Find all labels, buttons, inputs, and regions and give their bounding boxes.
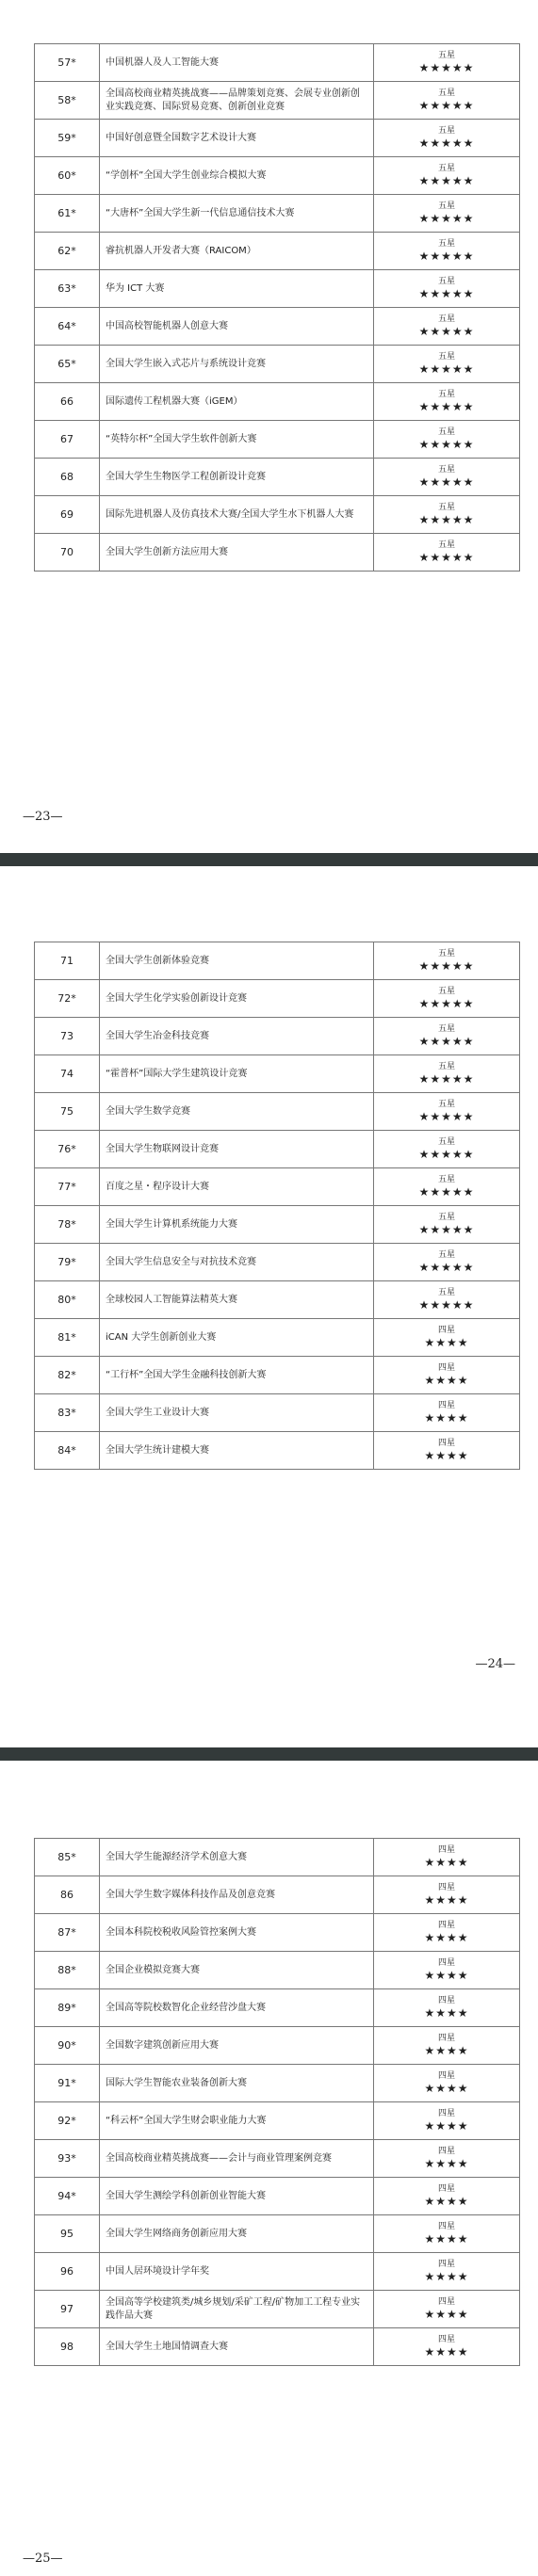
star-rating-icon: ★★★★	[424, 2157, 469, 2170]
table-row	[35, 346, 520, 383]
table-row	[35, 1131, 520, 1168]
competition-name: “英特尔杯”全国大学生软件创新大赛	[100, 421, 374, 459]
star-rating-icon: ★★★★	[424, 1336, 469, 1349]
competition-name: 中国好创意暨全国数字艺术设计大赛	[100, 120, 374, 157]
level-label: 五星	[437, 1213, 455, 1222]
row-number: 85*	[35, 1839, 100, 1876]
level-label: 四星	[437, 2335, 455, 2344]
row-number: 84*	[35, 1432, 100, 1470]
level-cell	[374, 308, 520, 346]
table-row	[35, 1018, 520, 1055]
row-number: 83*	[35, 1394, 100, 1432]
competition-name: 国际大学生智能农业装备创新大赛	[100, 2065, 374, 2102]
table-row	[35, 2291, 520, 2328]
competition-name: 全国大学生能源经济学术创意大赛	[100, 1839, 374, 1876]
star-rating-icon: ★★★★★	[418, 287, 475, 300]
table-row	[35, 157, 520, 195]
competition-name: iCAN 大学生创新创业大赛	[100, 1319, 374, 1357]
star-rating-icon: ★★★★	[424, 1449, 469, 1462]
competition-name: 全国大学生创新体验竞赛	[100, 942, 374, 980]
level-cell	[374, 1989, 520, 2027]
competition-name: 中国高校智能机器人创意大赛	[100, 308, 374, 346]
level-label: 四星	[437, 1921, 455, 1930]
star-rating-icon: ★★★★★	[418, 400, 475, 413]
row-number: 71	[35, 942, 100, 980]
level-label: 五星	[437, 427, 455, 437]
level-label: 四星	[437, 1326, 455, 1335]
star-rating-icon: ★★★★★	[418, 137, 475, 150]
level-label: 五星	[437, 1137, 455, 1147]
row-number: 89*	[35, 1989, 100, 2027]
row-number: 70	[35, 534, 100, 572]
level-label: 四星	[437, 1883, 455, 1892]
star-rating-icon: ★★★★★	[418, 1298, 475, 1312]
level-label: 五星	[437, 314, 455, 324]
table-row	[35, 534, 520, 572]
level-cell	[374, 195, 520, 233]
level-cell	[374, 1168, 520, 1206]
level-cell	[374, 1952, 520, 1989]
table-row	[35, 1952, 520, 1989]
level-cell	[374, 459, 520, 496]
competition-table	[34, 43, 520, 572]
competition-name: 全国本科院校税收风险管控案例大赛	[100, 1914, 374, 1952]
level-cell	[374, 421, 520, 459]
row-number: 79*	[35, 1244, 100, 1281]
level-label: 四星	[437, 1958, 455, 1968]
table-row	[35, 2027, 520, 2065]
row-number: 80*	[35, 1281, 100, 1319]
star-rating-icon: ★★★★★	[418, 959, 475, 973]
page-number: —25—	[23, 2552, 63, 2566]
level-label: 四星	[437, 2184, 455, 2194]
table-row	[35, 2178, 520, 2215]
star-rating-icon: ★★★★	[424, 2232, 469, 2246]
table-row	[35, 2253, 520, 2291]
level-cell	[374, 2102, 520, 2140]
table-row	[35, 82, 520, 120]
level-label: 四星	[437, 2222, 455, 2231]
star-rating-icon: ★★★★	[424, 2082, 469, 2095]
level-cell	[374, 942, 520, 980]
table-row	[35, 2140, 520, 2178]
level-cell	[374, 534, 520, 572]
row-number: 95	[35, 2215, 100, 2253]
competition-name: 中国人居环境设计学年奖	[100, 2253, 374, 2291]
competition-name: 全国数字建筑创新应用大赛	[100, 2027, 374, 2065]
star-rating-icon: ★★★★	[424, 2006, 469, 2020]
star-rating-icon: ★★★★★	[418, 513, 475, 526]
table-row	[35, 1839, 520, 1876]
table-row	[35, 1989, 520, 2027]
competition-name: 全国大学生土地国情调查大赛	[100, 2328, 374, 2366]
star-rating-icon: ★★★★	[424, 2308, 469, 2321]
table-row	[35, 120, 520, 157]
star-rating-icon: ★★★★	[424, 1856, 469, 1869]
level-cell	[374, 120, 520, 157]
table-row	[35, 233, 520, 270]
level-label: 五星	[437, 51, 455, 60]
table-row	[35, 2065, 520, 2102]
competition-name: “霍普杯”国际大学生建筑设计竞赛	[100, 1055, 374, 1093]
table-row	[35, 1093, 520, 1131]
level-cell	[374, 1839, 520, 1876]
level-cell	[374, 346, 520, 383]
level-label: 四星	[437, 2260, 455, 2269]
row-number: 60*	[35, 157, 100, 195]
row-number: 77*	[35, 1168, 100, 1206]
competition-table	[34, 942, 520, 1470]
row-number: 59*	[35, 120, 100, 157]
row-number: 61*	[35, 195, 100, 233]
level-label: 五星	[437, 1100, 455, 1109]
row-number: 74	[35, 1055, 100, 1093]
competition-name: “工行杯”全国大学生金融科技创新大赛	[100, 1357, 374, 1394]
level-label: 五星	[437, 164, 455, 173]
level-cell	[374, 1281, 520, 1319]
level-cell	[374, 270, 520, 308]
competition-name: 全国大学生化学实验创新设计竞赛	[100, 980, 374, 1018]
level-label: 五星	[437, 949, 455, 958]
row-number: 75	[35, 1093, 100, 1131]
level-label: 四星	[437, 2034, 455, 2043]
star-rating-icon: ★★★★	[424, 1374, 469, 1387]
row-number: 87*	[35, 1914, 100, 1952]
competition-name: 全国高等院校数智化企业经营沙盘大赛	[100, 1989, 374, 2027]
level-cell	[374, 1432, 520, 1470]
star-rating-icon: ★★★★★	[418, 1223, 475, 1236]
star-rating-icon: ★★★★	[424, 1893, 469, 1907]
star-rating-icon: ★★★★	[424, 2119, 469, 2133]
table-row	[35, 2102, 520, 2140]
level-label: 四星	[437, 2147, 455, 2156]
level-label: 五星	[437, 390, 455, 399]
competition-name: “科云杯”全国大学生财会职业能力大赛	[100, 2102, 374, 2140]
level-cell	[374, 1131, 520, 1168]
row-number: 94*	[35, 2178, 100, 2215]
star-rating-icon: ★★★★	[424, 2195, 469, 2208]
level-label: 四星	[437, 1996, 455, 2005]
star-rating-icon: ★★★★★	[418, 475, 475, 489]
level-label: 五星	[437, 352, 455, 362]
competition-name: 全国大学生统计建模大赛	[100, 1432, 374, 1470]
row-number: 91*	[35, 2065, 100, 2102]
level-cell	[374, 496, 520, 534]
competition-name: 全国大学生生物医学工程创新设计竞赛	[100, 459, 374, 496]
row-number: 97	[35, 2291, 100, 2328]
row-number: 88*	[35, 1952, 100, 1989]
row-number: 93*	[35, 2140, 100, 2178]
table-row	[35, 1168, 520, 1206]
table-row	[35, 980, 520, 1018]
level-cell	[374, 383, 520, 421]
level-cell	[374, 1357, 520, 1394]
row-number: 69	[35, 496, 100, 534]
table-row	[35, 1394, 520, 1432]
document-page-24	[0, 876, 538, 1747]
table-row	[35, 1206, 520, 1244]
table-row	[35, 496, 520, 534]
table-row	[35, 1357, 520, 1394]
document-page-25	[0, 1770, 538, 2576]
level-cell	[374, 233, 520, 270]
star-rating-icon: ★★★★★	[418, 1148, 475, 1161]
level-label: 五星	[437, 987, 455, 996]
star-rating-icon: ★★★★★	[418, 212, 475, 225]
level-cell	[374, 2178, 520, 2215]
level-cell	[374, 2215, 520, 2253]
table-row	[35, 2215, 520, 2253]
level-cell	[374, 82, 520, 120]
row-number: 90*	[35, 2027, 100, 2065]
star-rating-icon: ★★★★★	[418, 61, 475, 74]
level-cell	[374, 1018, 520, 1055]
level-label: 五星	[437, 239, 455, 249]
star-rating-icon: ★★★★★	[418, 362, 475, 376]
competition-name: 全国大学生测绘学科创新创业智能大赛	[100, 2178, 374, 2215]
competition-name: 全国大学生物联网设计竞赛	[100, 1131, 374, 1168]
row-number: 63*	[35, 270, 100, 308]
level-label: 五星	[437, 277, 455, 286]
table-row	[35, 308, 520, 346]
level-label: 五星	[437, 1250, 455, 1260]
competition-name: 全国大学生网络商务创新应用大赛	[100, 2215, 374, 2253]
page-number: —24—	[475, 1657, 515, 1671]
star-rating-icon: ★★★★★	[418, 1185, 475, 1199]
star-rating-icon: ★★★★★	[418, 997, 475, 1010]
competition-name: 国际遗传工程机器大赛（iGEM）	[100, 383, 374, 421]
level-label: 五星	[437, 1062, 455, 1071]
star-rating-icon: ★★★★	[424, 2270, 469, 2283]
star-rating-icon: ★★★★★	[418, 325, 475, 338]
level-cell	[374, 2253, 520, 2291]
competition-name: 全国企业模拟竞赛大赛	[100, 1952, 374, 1989]
level-cell	[374, 1876, 520, 1914]
row-number: 98	[35, 2328, 100, 2366]
level-cell	[374, 1206, 520, 1244]
star-rating-icon: ★★★★★	[418, 1035, 475, 1048]
level-label: 五星	[437, 540, 455, 550]
table-row	[35, 1876, 520, 1914]
competition-name: 全国大学生信息安全与对抗技术竞赛	[100, 1244, 374, 1281]
level-label: 四星	[437, 2109, 455, 2118]
level-cell	[374, 1244, 520, 1281]
row-number: 62*	[35, 233, 100, 270]
competition-name: “大唐杯”全国大学生新一代信息通信技术大赛	[100, 195, 374, 233]
table-row	[35, 2328, 520, 2366]
row-number: 66	[35, 383, 100, 421]
row-number: 64*	[35, 308, 100, 346]
competition-name: 全国高等学校建筑类/城乡规划/采矿工程/矿物加工工程专业实践作品大赛	[100, 2291, 374, 2328]
level-label: 四星	[437, 2297, 455, 2307]
level-label: 五星	[437, 201, 455, 211]
level-label: 四星	[437, 1401, 455, 1410]
page-separator	[0, 853, 538, 866]
competition-name: 全国大学生计算机系统能力大赛	[100, 1206, 374, 1244]
competition-name: 全国大学生冶金科技竞赛	[100, 1018, 374, 1055]
competition-name: 睿抗机器人开发者大赛（RAICOM）	[100, 233, 374, 270]
table-row	[35, 1432, 520, 1470]
table-row	[35, 942, 520, 980]
table-row	[35, 1914, 520, 1952]
star-rating-icon: ★★★★★	[418, 99, 475, 112]
star-rating-icon: ★★★★★	[418, 438, 475, 451]
level-label: 五星	[437, 126, 455, 136]
level-label: 四星	[437, 1845, 455, 1855]
row-number: 68	[35, 459, 100, 496]
competition-name: 中国机器人及人工智能大赛	[100, 44, 374, 82]
competition-name: 全国大学生数字媒体科技作品及创意竞赛	[100, 1876, 374, 1914]
table-row	[35, 44, 520, 82]
row-number: 73	[35, 1018, 100, 1055]
row-number: 76*	[35, 1131, 100, 1168]
table-row	[35, 421, 520, 459]
level-cell	[374, 1914, 520, 1952]
table-row	[35, 459, 520, 496]
level-label: 五星	[437, 503, 455, 512]
competition-name: 全国大学生工业设计大赛	[100, 1394, 374, 1432]
star-rating-icon: ★★★★★	[418, 250, 475, 263]
competition-name: 百度之星・程序设计大赛	[100, 1168, 374, 1206]
level-label: 五星	[437, 1175, 455, 1184]
page-separator	[0, 1747, 538, 1761]
level-cell	[374, 1319, 520, 1357]
table-row	[35, 383, 520, 421]
level-cell	[374, 157, 520, 195]
row-number: 72*	[35, 980, 100, 1018]
competition-name: 全球校园人工智能算法精英大赛	[100, 1281, 374, 1319]
level-cell	[374, 2140, 520, 2178]
level-cell	[374, 44, 520, 82]
table-row	[35, 1055, 520, 1093]
competition-name: 全国高校商业精英挑战赛——会计与商业管理案例竞赛	[100, 2140, 374, 2178]
competition-name: 全国大学生数学竞赛	[100, 1093, 374, 1131]
star-rating-icon: ★★★★	[424, 2044, 469, 2057]
row-number: 96	[35, 2253, 100, 2291]
row-number: 81*	[35, 1319, 100, 1357]
row-number: 58*	[35, 82, 100, 120]
star-rating-icon: ★★★★★	[418, 1261, 475, 1274]
level-cell	[374, 2328, 520, 2366]
star-rating-icon: ★★★★	[424, 1969, 469, 1982]
level-label: 五星	[437, 89, 455, 98]
star-rating-icon: ★★★★★	[418, 1072, 475, 1086]
level-cell	[374, 1394, 520, 1432]
star-rating-icon: ★★★★★	[418, 174, 475, 187]
star-rating-icon: ★★★★	[424, 2345, 469, 2359]
competition-name: 全国高校商业精英挑战赛——品牌策划竞赛、会展专业创新创业实践竞赛、国际贸易竞赛、创新创业竞赛	[100, 82, 374, 120]
level-cell	[374, 2065, 520, 2102]
document-page-23	[0, 0, 538, 853]
level-cell	[374, 980, 520, 1018]
row-number: 65*	[35, 346, 100, 383]
level-cell	[374, 2027, 520, 2065]
level-cell	[374, 2291, 520, 2328]
competition-table	[34, 1838, 520, 2366]
level-cell	[374, 1093, 520, 1131]
level-label: 四星	[437, 1363, 455, 1373]
level-label: 四星	[437, 2071, 455, 2081]
level-cell	[374, 1055, 520, 1093]
row-number: 57*	[35, 44, 100, 82]
table-row	[35, 1244, 520, 1281]
row-number: 86	[35, 1876, 100, 1914]
level-label: 四星	[437, 1439, 455, 1448]
level-label: 五星	[437, 465, 455, 475]
table-row	[35, 195, 520, 233]
row-number: 82*	[35, 1357, 100, 1394]
page-number: —23—	[23, 810, 63, 824]
table-row	[35, 270, 520, 308]
competition-name: 全国大学生创新方法应用大赛	[100, 534, 374, 572]
competition-name: 国际先进机器人及仿真技术大赛/全国大学生水下机器人大赛	[100, 496, 374, 534]
level-label: 五星	[437, 1288, 455, 1297]
star-rating-icon: ★★★★	[424, 1931, 469, 1944]
row-number: 92*	[35, 2102, 100, 2140]
table-row	[35, 1319, 520, 1357]
star-rating-icon: ★★★★	[424, 1411, 469, 1425]
star-rating-icon: ★★★★★	[418, 551, 475, 564]
row-number: 67	[35, 421, 100, 459]
level-label: 五星	[437, 1024, 455, 1034]
competition-name: “学创杯”全国大学生创业综合模拟大赛	[100, 157, 374, 195]
row-number: 78*	[35, 1206, 100, 1244]
competition-name: 全国大学生嵌入式芯片与系统设计竞赛	[100, 346, 374, 383]
table-row	[35, 1281, 520, 1319]
star-rating-icon: ★★★★★	[418, 1110, 475, 1123]
competition-name: 华为 ICT 大赛	[100, 270, 374, 308]
